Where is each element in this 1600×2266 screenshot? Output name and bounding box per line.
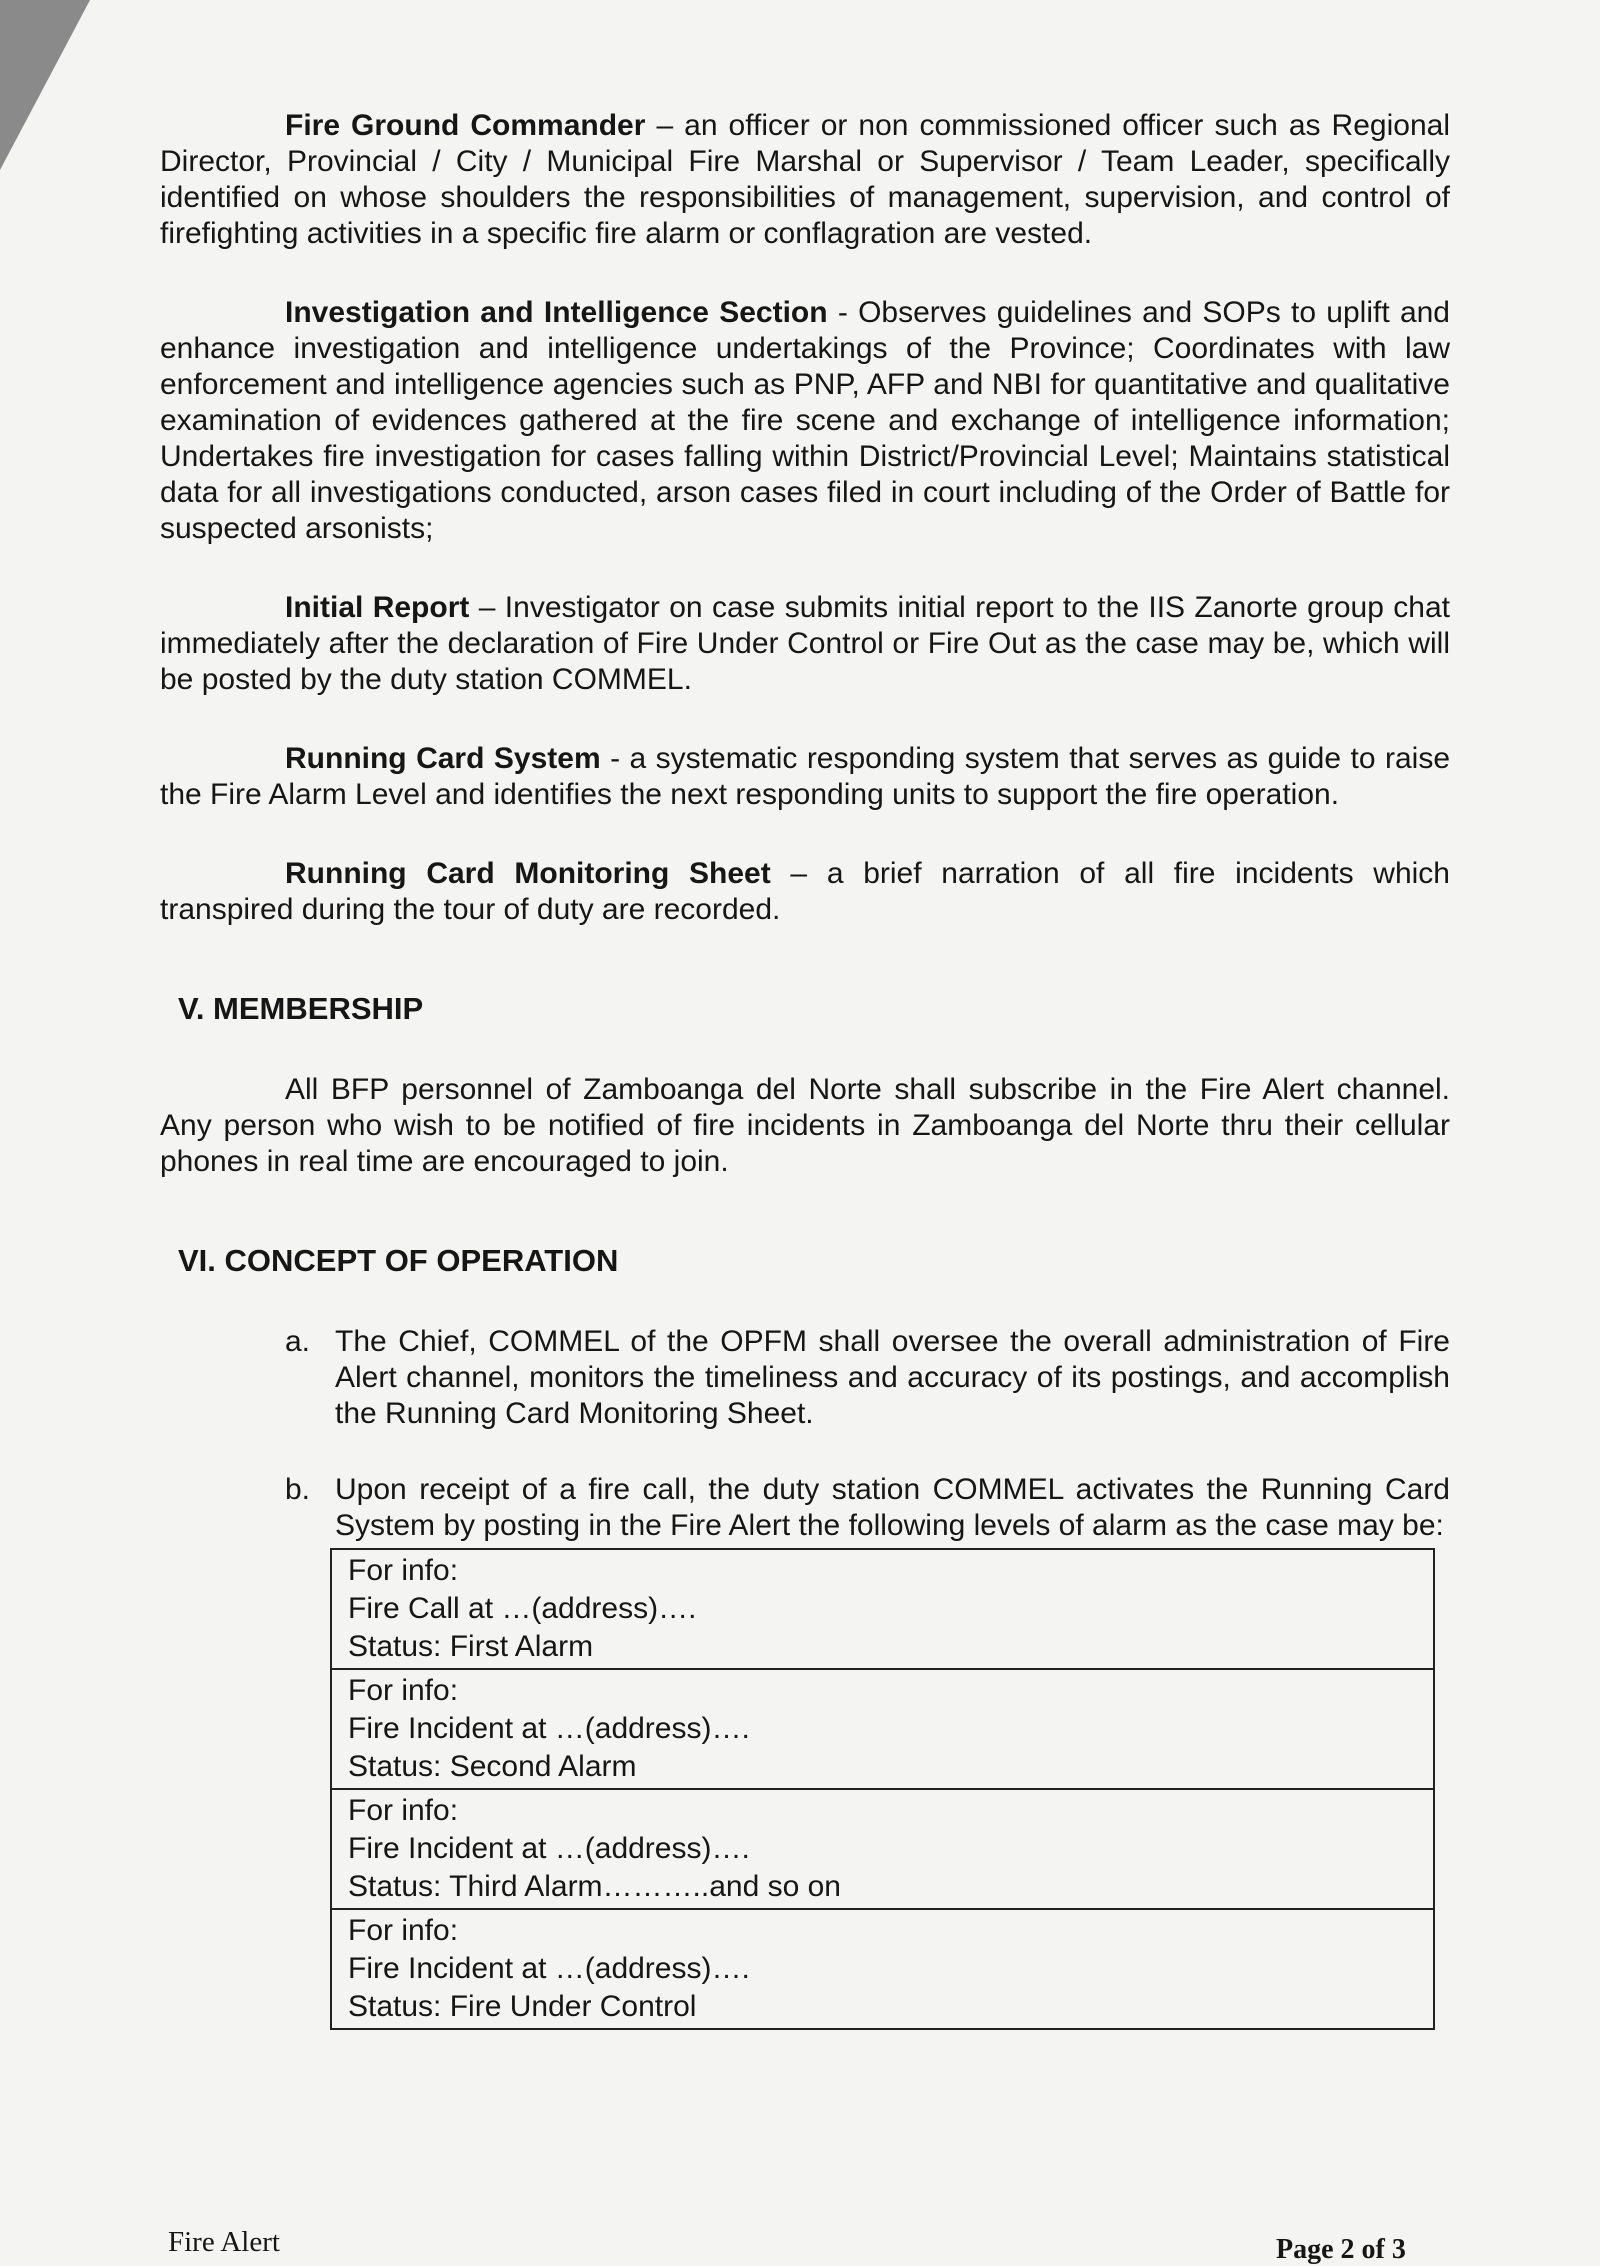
table-cell [331, 1669, 1434, 1789]
cell-line: For info: [348, 1794, 459, 1827]
definition-term: Investigation and Intelligence Section [285, 296, 828, 329]
section-heading-concept-of-operation: VI. CONCEPT OF OPERATION [178, 1243, 619, 1278]
document-body [160, 108, 1450, 2030]
definition-term: Initial Report [285, 591, 470, 624]
definition-term: Running Card System [285, 742, 601, 775]
definition-term: Fire Ground Commander [285, 109, 646, 142]
concept-list [285, 1324, 1450, 1544]
alarm-levels-table [330, 1548, 1435, 2030]
list-item-text: Upon receipt of a fire call, the duty station COMMEL activates the Running Card System by posting in the Fire Alert the following levels of alarm as the case may be: [335, 1473, 1450, 1542]
definition-text: – Investigator on case submits initial report to the IIS Zanorte group chat immediately after the declaration of Fire Under Control or Fire Out as the case may be, which will be posted by the duty station COMMEL. [160, 591, 1450, 696]
cell-line: Fire Incident at …(address)…. [348, 1952, 750, 1985]
list-item [285, 1324, 1450, 1432]
cell-line: Status: Second Alarm [348, 1750, 637, 1783]
footer-document-title: Fire Alert [168, 2226, 280, 2258]
definition-term: Running Card Monitoring Sheet [285, 857, 771, 890]
table-cell [331, 1909, 1434, 2029]
cell-line: Status: Third Alarm………..and so on [348, 1870, 841, 1903]
definition-running-card-monitoring-sheet [160, 856, 1450, 928]
membership-paragraph [160, 1072, 1450, 1180]
table-cell [331, 1789, 1434, 1909]
cell-line: For info: [348, 1914, 459, 1947]
definition-text: – a brief narration of all fire incidents which transpired during the tour of duty are recorded. [160, 857, 1450, 926]
cell-line: Fire Call at …(address)…. [348, 1592, 697, 1625]
cell-line: Fire Incident at …(address)…. [348, 1712, 750, 1745]
definition-running-card-system [160, 741, 1450, 813]
table-row [331, 1909, 1434, 2029]
list-marker: b. [285, 1473, 311, 1506]
definition-text: - Observes guidelines and SOPs to uplift and enhance investigation and intelligence undertakings of the Province; Coordinates with law enforcement and intelligence agencies such as PNP, AFP and NBI for quantitative and qualitative examination of evidences gathered at the fire scene and exchange of intelligence information; Undertakes fire investigation for cases falling within District/Provincial Level; Maintains statistical data for all investigations conducted, arson cases filed in court including of the Order of Battle for suspected arsonists; [160, 296, 1450, 545]
membership-text: All BFP personnel of Zamboanga del Norte shall subscribe in the Fire Alert channel. Any person who wish to be notified of fire incidents in Zamboanga del Norte thru their cellular phones in real time are encouraged to join. [160, 1073, 1450, 1178]
definition-text: – an officer or non commissioned officer such as Regional Director, Provincial / City / Municipal Fire Marshal or Supervisor / Team Leader, specifically identified on whose shoulders the responsibilities of management, supervision, and control of firefighting activities in a specific fire alarm or conflagration are vested. [160, 109, 1450, 250]
cell-line: For info: [348, 1554, 459, 1587]
cell-line: Fire Incident at …(address)…. [348, 1832, 750, 1865]
table-row [331, 1789, 1434, 1909]
cell-line: For info: [348, 1674, 459, 1707]
list-item [285, 1472, 1450, 1544]
table-row [331, 1669, 1434, 1789]
definition-investigation-intelligence-section [160, 295, 1450, 547]
footer-page-number: Page 2 of 3 [1276, 2234, 1406, 2265]
definition-fire-ground-commander [160, 108, 1450, 252]
cell-line: Status: First Alarm [348, 1630, 594, 1663]
list-marker: a. [285, 1325, 311, 1358]
table-cell [331, 1549, 1434, 1669]
definition-initial-report [160, 590, 1450, 698]
scan-corner-fold [0, 0, 90, 170]
section-heading-membership: V. MEMBERSHIP [178, 991, 424, 1026]
cell-line: Status: Fire Under Control [348, 1990, 697, 2023]
definition-text: - a systematic responding system that serves as guide to raise the Fire Alarm Level and identifies the next responding units to support the fire operation. [160, 742, 1451, 811]
table-row [331, 1549, 1434, 1669]
list-item-text: The Chief, COMMEL of the OPFM shall oversee the overall administration of Fire Alert channel, monitors the timeliness and accuracy of its postings, and accomplish the Running Card Monitoring Sheet. [335, 1325, 1450, 1430]
